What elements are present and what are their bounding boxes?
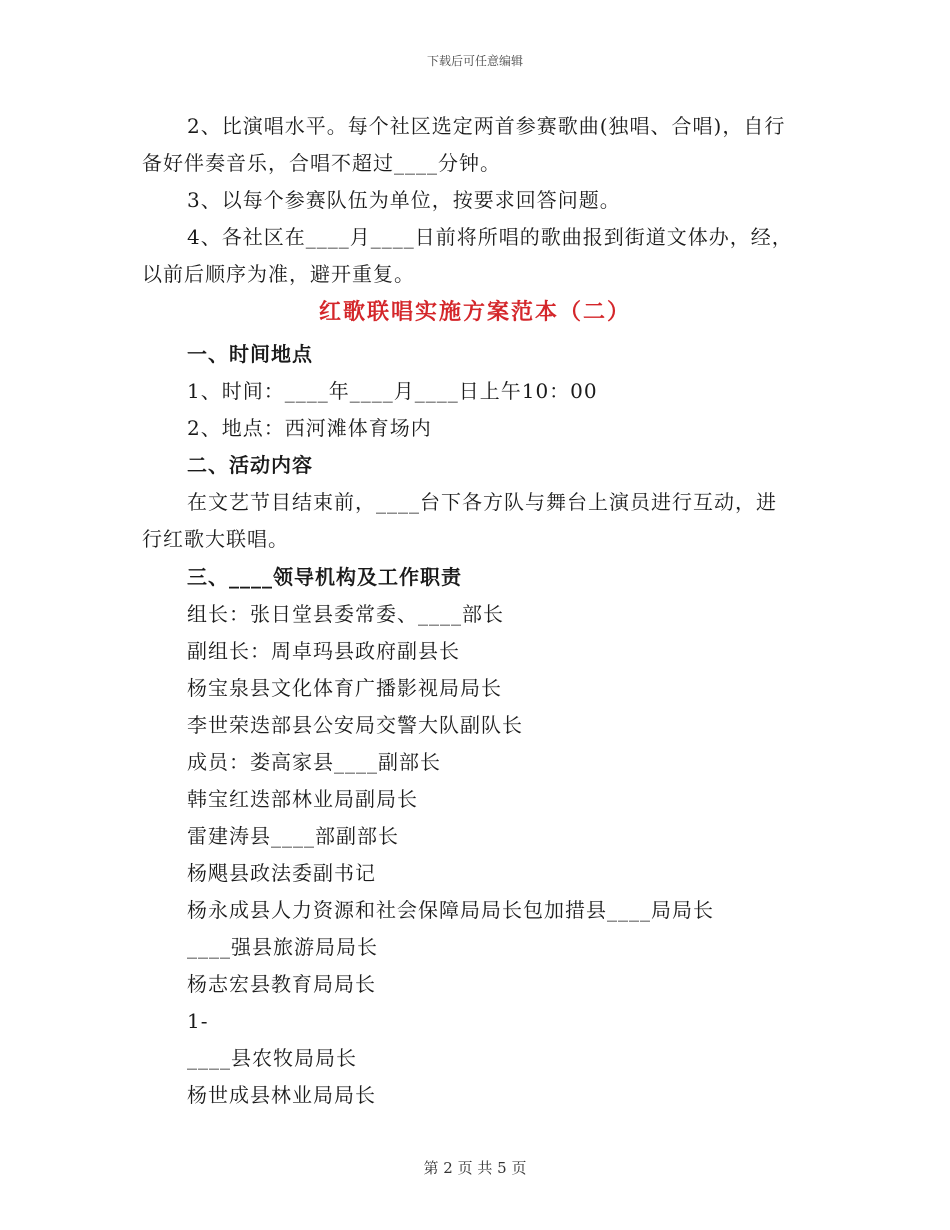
list-item: 1- bbox=[187, 1009, 209, 1033]
paragraph-line: 备好伴奏音乐，合唱不超过____分钟。 bbox=[142, 151, 501, 175]
document-title: 红歌联唱实施方案范本（二） bbox=[318, 299, 631, 325]
paragraph-line: 2、地点：西河滩体育场内 bbox=[187, 416, 432, 440]
paragraph-line: 行红歌大联唱。 bbox=[142, 527, 289, 551]
list-item: 杨宝泉县文化体育广播影视局局长 bbox=[187, 676, 502, 700]
section-heading: 二、活动内容 bbox=[187, 453, 313, 477]
page-header: 下载后可任意编辑 bbox=[426, 54, 523, 68]
paragraph-line: 2、比演唱水平。每个社区选定两首参赛歌曲(独唱、合唱)，自行 bbox=[187, 114, 786, 138]
list-item: 杨永成县人力资源和社会保障局局长包加措县____局局长 bbox=[187, 898, 714, 922]
paragraph-line: 在文艺节目结束前，____台下各方队与舞台上演员进行互动，进 bbox=[187, 490, 777, 514]
page-footer: 第 2 页 共 5 页 bbox=[423, 1159, 527, 1177]
list-item: ____强县旅游局局长 bbox=[187, 935, 378, 959]
list-item: 副组长：周卓玛县政府副县长 bbox=[187, 639, 460, 663]
section-heading: 一、时间地点 bbox=[187, 342, 313, 366]
paragraph-line: 3、以每个参赛队伍为单位，按要求回答问题。 bbox=[187, 188, 621, 212]
list-item: 杨志宏县教育局局长 bbox=[187, 972, 376, 996]
list-item: 李世荣迭部县公安局交警大队副队长 bbox=[187, 713, 523, 737]
list-item: 成员：娄高家县____副部长 bbox=[187, 750, 441, 774]
list-item: 杨飓县政法委副书记 bbox=[187, 861, 376, 885]
list-item: 杨世成县林业局局长 bbox=[187, 1083, 376, 1107]
section-heading: 三、____领导机构及工作职责 bbox=[187, 565, 462, 589]
list-item: 雷建涛县____部副部长 bbox=[187, 824, 399, 848]
list-item: ____县农牧局局长 bbox=[187, 1046, 357, 1070]
list-item: 组长：张日堂县委常委、____部长 bbox=[187, 602, 504, 626]
paragraph-line: 1、时间：____年____月____日上午10：00 bbox=[187, 379, 598, 403]
list-item: 韩宝红迭部林业局副局长 bbox=[187, 787, 418, 811]
paragraph-line: 4、各社区在____月____日前将所唱的歌曲报到街道文体办，经， bbox=[187, 225, 793, 249]
paragraph-line: 以前后顺序为准，避开重复。 bbox=[142, 262, 415, 286]
